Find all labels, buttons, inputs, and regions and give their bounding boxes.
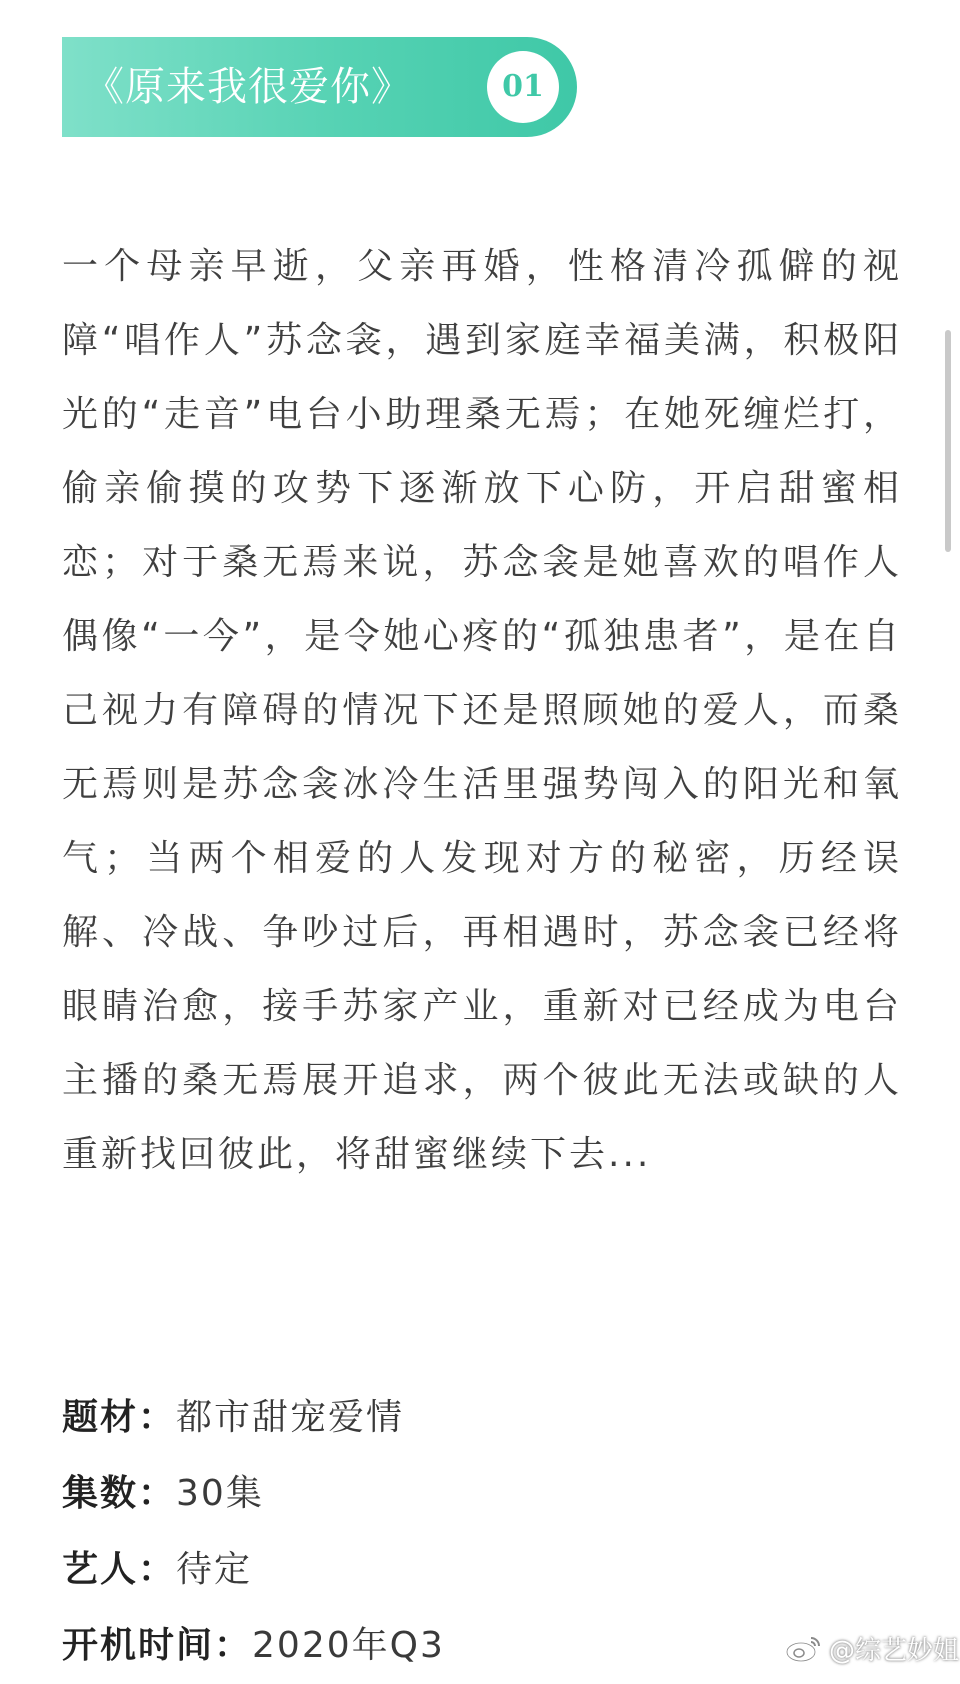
info-list <box>62 1380 762 1684</box>
info-row-cast <box>62 1532 762 1608</box>
info-label: 集数： <box>62 1473 177 1514</box>
info-row-start-time <box>62 1608 762 1684</box>
info-row-episodes <box>62 1456 762 1532</box>
info-value: 待定 <box>176 1549 253 1590</box>
info-value: 都市甜宠爱情 <box>176 1397 405 1438</box>
drama-title: 《原来我很爱你》 <box>84 64 412 110</box>
episode-number-badge: 01 <box>487 51 559 123</box>
watermark-text: @综艺妙姐 <box>829 1635 960 1666</box>
title-banner <box>62 37 577 137</box>
info-label: 题材： <box>62 1397 177 1438</box>
weibo-icon <box>785 1633 823 1663</box>
watermark <box>785 1630 959 1666</box>
info-value: 30集 <box>176 1473 264 1514</box>
scrollbar-thumb[interactable] <box>945 330 951 552</box>
synopsis-text: 一个母亲早逝，父亲再婚，性格清冷孤僻的视障“唱作人”苏念衾，遇到家庭幸福美满，积极阳光的“走音”电台小助理桑无焉；在她死缠烂打，偷亲偷摸的攻势下逐渐放下心防，开启甜蜜相恋；对于桑无焉来说，苏念衾是她喜欢的唱作人偶像“一今”，是令她心疼的“孤独患者”，是在自己视力有障碍的情况下还是照顾她的爱人，而桑无焉则是苏念衾冰冷生活里强势闯入的阳光和氧气；当两个相爱的人发现对方的秘密，历经误解、冷战、争吵过后，再相遇时，苏念衾已经将眼睛治愈，接手苏家产业，重新对已经成为电台主播的桑无焉展开追求，两个彼此无法或缺的人重新找回彼此，将甜蜜继续下去... <box>62 246 902 1175</box>
info-value: 2020年Q3 <box>252 1625 445 1666</box>
info-label: 艺人： <box>62 1549 177 1590</box>
info-label: 开机时间： <box>62 1625 253 1666</box>
info-row-genre <box>62 1380 762 1456</box>
